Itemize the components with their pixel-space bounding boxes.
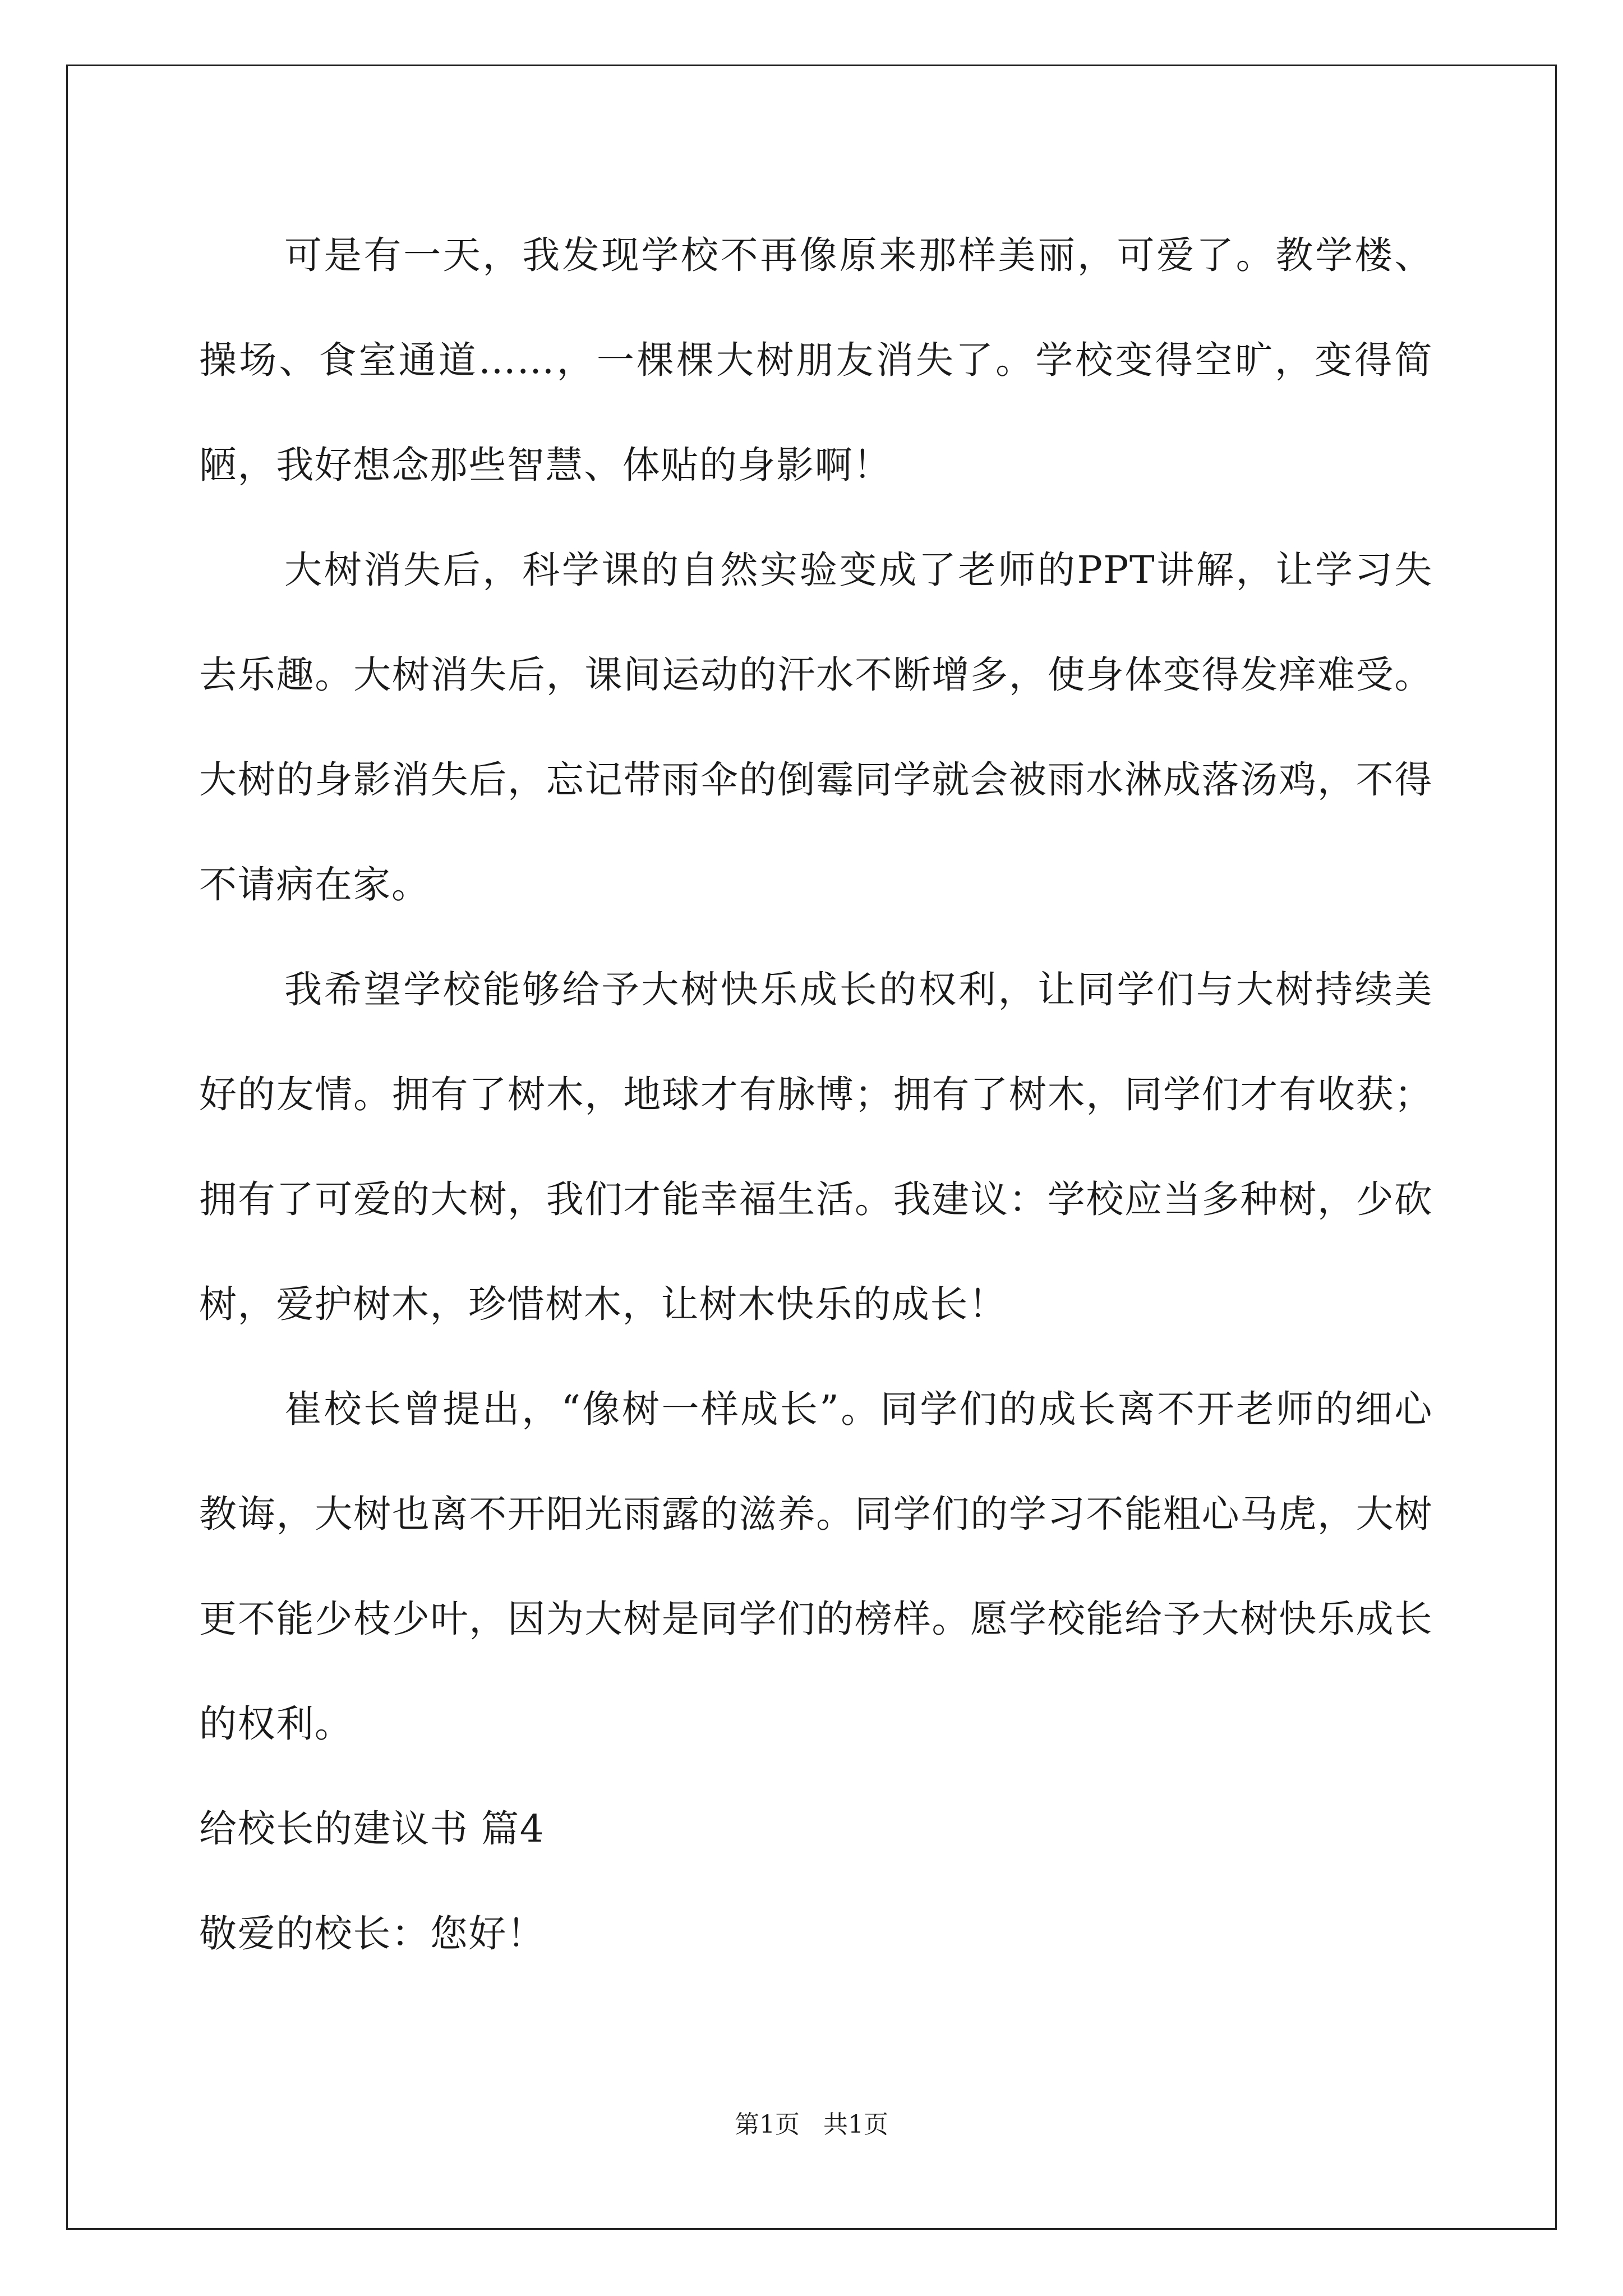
paragraph-2: 大树消失后，科学课的自然实验变成了老师的PPT讲解，让学习失去乐趣。大树消失后，课间运动的汗水不断增多，使身体变得发痒难受。大树的身影消失后，忘记带雨伞的倒霉同学就会被雨水淋成落汤鸡，不得不请病在家。	[199, 548, 1433, 907]
salutation: 敬爱的校长：您好！	[199, 1912, 546, 1955]
paragraph-4: 崔校长曾提出，“像树一样成长”。同学们的成长离不开老师的细心教诲，大树也离不开阳光雨露的滋养。同学们的学习不能粗心马虎，大树更不能少枝少叶，因为大树是同学们的榜样。愿学校能给予大树快乐成长的权利。	[199, 1387, 1433, 1746]
section-heading: 给校长的建议书 篇4	[199, 1807, 545, 1851]
paragraph-1: 可是有一天，我发现学校不再像原来那样美丽，可爱了。教学楼、操场、食室通道……，一棵棵大树朋友消失了。学校变得空旷，变得简陋，我好想念那些智慧、体贴的身影啊！	[199, 233, 1433, 487]
page-footer: 第1页 共1页	[735, 2110, 888, 2139]
document-body	[199, 203, 1433, 1986]
paragraph-3: 我希望学校能够给予大树快乐成长的权利，让同学们与大树持续美好的友情。拥有了树木，地球才有脉博；拥有了树木，同学们才有收获；拥有了可爱的大树，我们才能幸福生活。我建议：学校应当多种树，少砍树，爱护树木，珍惜树木，让树木快乐的成长！	[199, 968, 1433, 1326]
